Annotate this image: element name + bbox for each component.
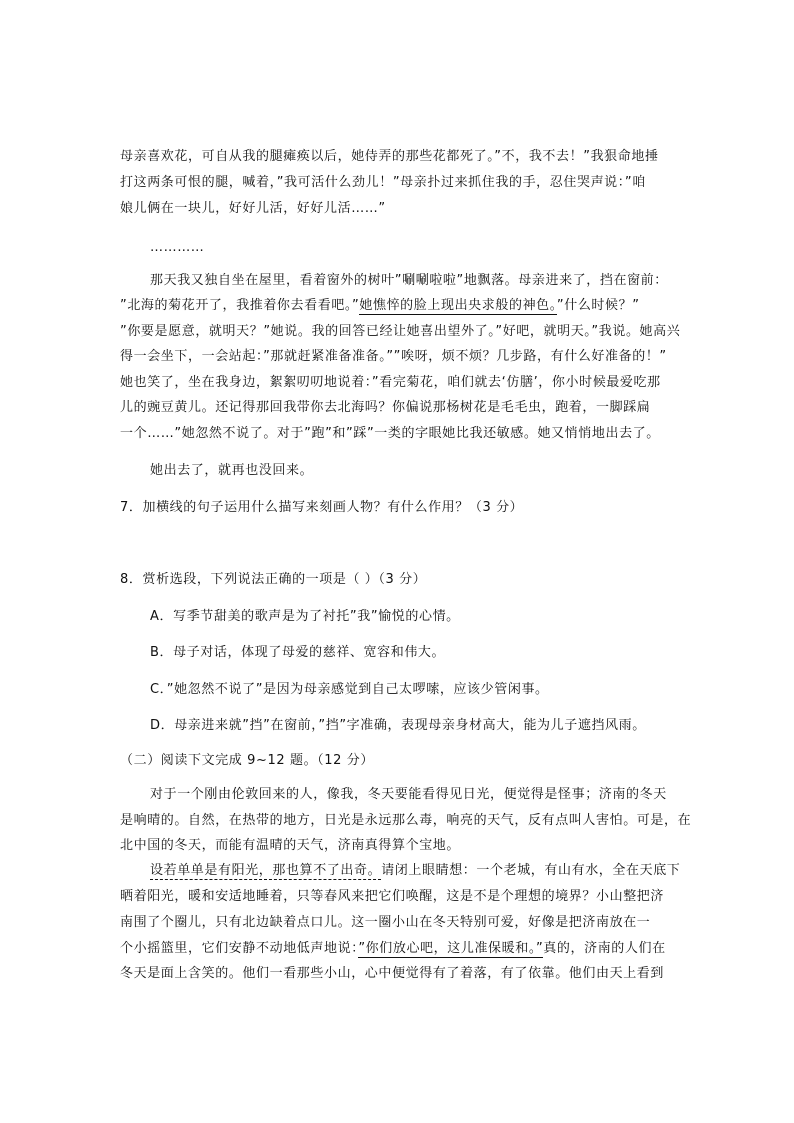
passage-line: 母亲喜欢花，可自从我的腿瘫痪以后，她侍弄的那些花都死了。”不，我不去！”我狠命地捶: [120, 149, 659, 164]
passage-line: 她也笑了，坐在我身边，絮絮叨叨地说着：”看完菊花，咱们就去‘仿膳’，你小时候最爱吃那: [120, 375, 661, 390]
option-c: C．”她忽然不说了”是因为母亲感觉到自己太啰嗦，应该少管闲事。: [150, 682, 549, 697]
option-b: B．母子对话，体现了母爱的慈祥、宽容和伟大。: [150, 645, 446, 660]
underlined-sentence: 设若单单是有阳光，那也算不了出奇。: [150, 863, 382, 878]
ellipsis-separator: …………: [150, 240, 205, 255]
passage-line: 那天我又独自坐在屋里，看着窗外的树叶”唰唰啦啦”地飘落。母亲进来了，挡在窗前：: [150, 273, 668, 288]
line-segment: ”北海的菊花开了，我推着你去看看吧。”: [120, 298, 360, 313]
passage-line: 是响晴的。自然，在热带的地方，日光是永远那么毒，响亮的天气，反有点叫人害怕。可是，在: [120, 813, 692, 828]
passage-line: [150, 862, 680, 880]
line-segment: 真的，济南的人们在: [543, 941, 666, 956]
question-7: 7．加横线的句子运用什么描写来刻画人物？有什么作用？（3 分）: [120, 500, 524, 515]
option-d: D．母亲进来就”挡”在窗前，”挡”字准确，表现母亲身材高大，能为儿子遮挡风雨。: [150, 718, 646, 733]
passage-line: 对于一个刚由伦敦回来的人，像我，冬天要能看得见日光，便觉得是怪事；济南的冬天: [150, 787, 667, 802]
underlined-sentence: 她憔悴的脸上现出央求般的神色。: [359, 298, 557, 313]
question-8: 8．赏析选段，下列说法正确的一项是（ ）（3 分）: [120, 572, 427, 587]
passage-line: 娘儿俩在一块儿，好好儿活，好好儿活……”: [120, 201, 386, 216]
passage-line: 得一会坐下，一会站起：”那就赶紧准备准备。””唉呀，烦不烦？几步路，有什么好准备的！”: [120, 349, 667, 364]
passage-line: 打这两条可恨的腿，喊着，”我可活什么劲儿！”母亲扑过来抓住我的手，忍住哭声说：”咱: [120, 175, 646, 190]
passage-line: 冬天是面上含笑的。他们一看那些小山，心中便觉得有了着落，有了依靠。他们由天上看到: [120, 966, 665, 981]
passage-line: 她出去了，就再也没回来。: [150, 463, 314, 478]
passage-line: 北中国的冬天，而能有温晴的天气，济南真得算个宝地。: [120, 838, 461, 853]
passage-line: 晒着阳光，暖和安适地睡着，只等春风来把它们唤醒，这是不是个理想的境界？小山整把济: [120, 889, 665, 904]
line-segment: ”什么时候？”: [556, 298, 640, 313]
passage-line: 儿的豌豆黄儿。还记得那回我带你去北海吗？你偏说那杨树花是毛毛虫，跑着，一脚踩扁: [120, 400, 651, 415]
underlined-sentence: ”你们放心吧，这儿准保暖和。”: [358, 941, 544, 956]
option-a: A．写季节甜美的歌声是为了衬托”我”愉悦的心情。: [150, 609, 460, 624]
passage-line: 一个……”她忽然不说了。对于”跑”和”踩”一类的字眼她比我还敏感。她又悄悄地出去了。: [120, 426, 660, 441]
passage-line: [120, 297, 640, 315]
line-segment: 个小摇篮里，它们安静不动地低声地说：: [120, 941, 359, 956]
passage-line: ”你要是愿意，就明天？”她说。我的回答已经让她喜出望外了。”好吧，就明天。”我说。她高兴: [120, 324, 681, 339]
passage-line: 南围了个圈儿，只有北边缺着点口儿。这一圈小山在冬天特别可爱，好像是把济南放在一: [120, 915, 651, 930]
line-segment: 请闭上眼睛想：一个老城，有山有水，全在天底下: [381, 863, 681, 878]
section-heading: （二）阅读下文完成 9~12 题。（12 分）: [120, 753, 374, 768]
passage-line: [120, 940, 666, 958]
